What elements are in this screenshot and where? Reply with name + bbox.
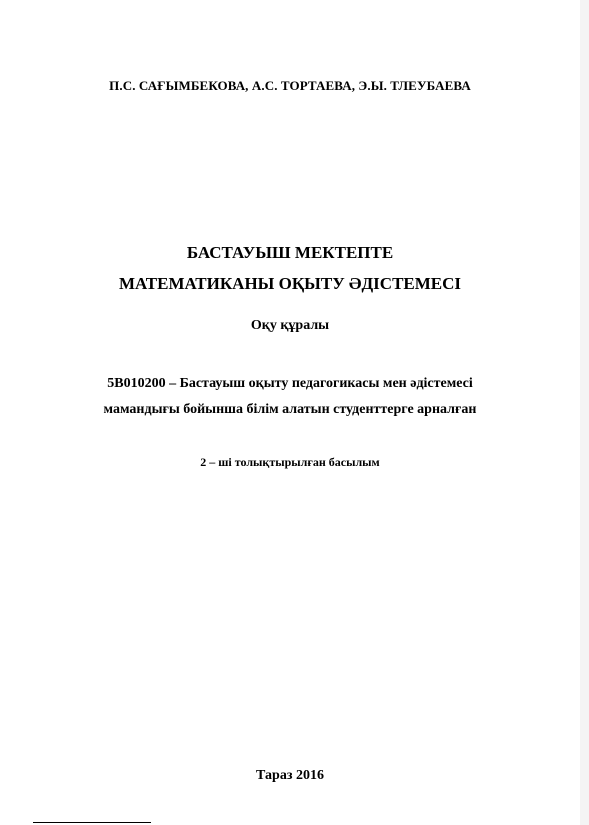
subtitle: Оқу құралы — [250, 318, 330, 333]
authors: П.С. САҒЫМБЕКОВА, А.С. ТОРТАЕВА, Э.Ы. ТЛЕУБАЕВА — [109, 78, 471, 93]
edition: 2 – ші толықтырылған басылым — [200, 455, 380, 469]
title-line-2: МАТЕМАТИКАНЫ ОҚЫТУ ӘДІСТЕМЕСІ — [118, 274, 462, 293]
page-edge-shadow — [580, 0, 589, 825]
specialty-line-2: мамандығы бойынша білім алатын студенттерге арналған — [103, 402, 477, 417]
footnote-divider — [33, 822, 151, 823]
specialty-line-1: 5В010200 – Бастауыш оқыту педагогикасы мен әдістемесі — [107, 376, 473, 391]
city-year: Тараз 2016 — [256, 768, 324, 783]
title-line-1: БАСТАУЫШ МЕКТЕПТЕ — [186, 243, 394, 262]
